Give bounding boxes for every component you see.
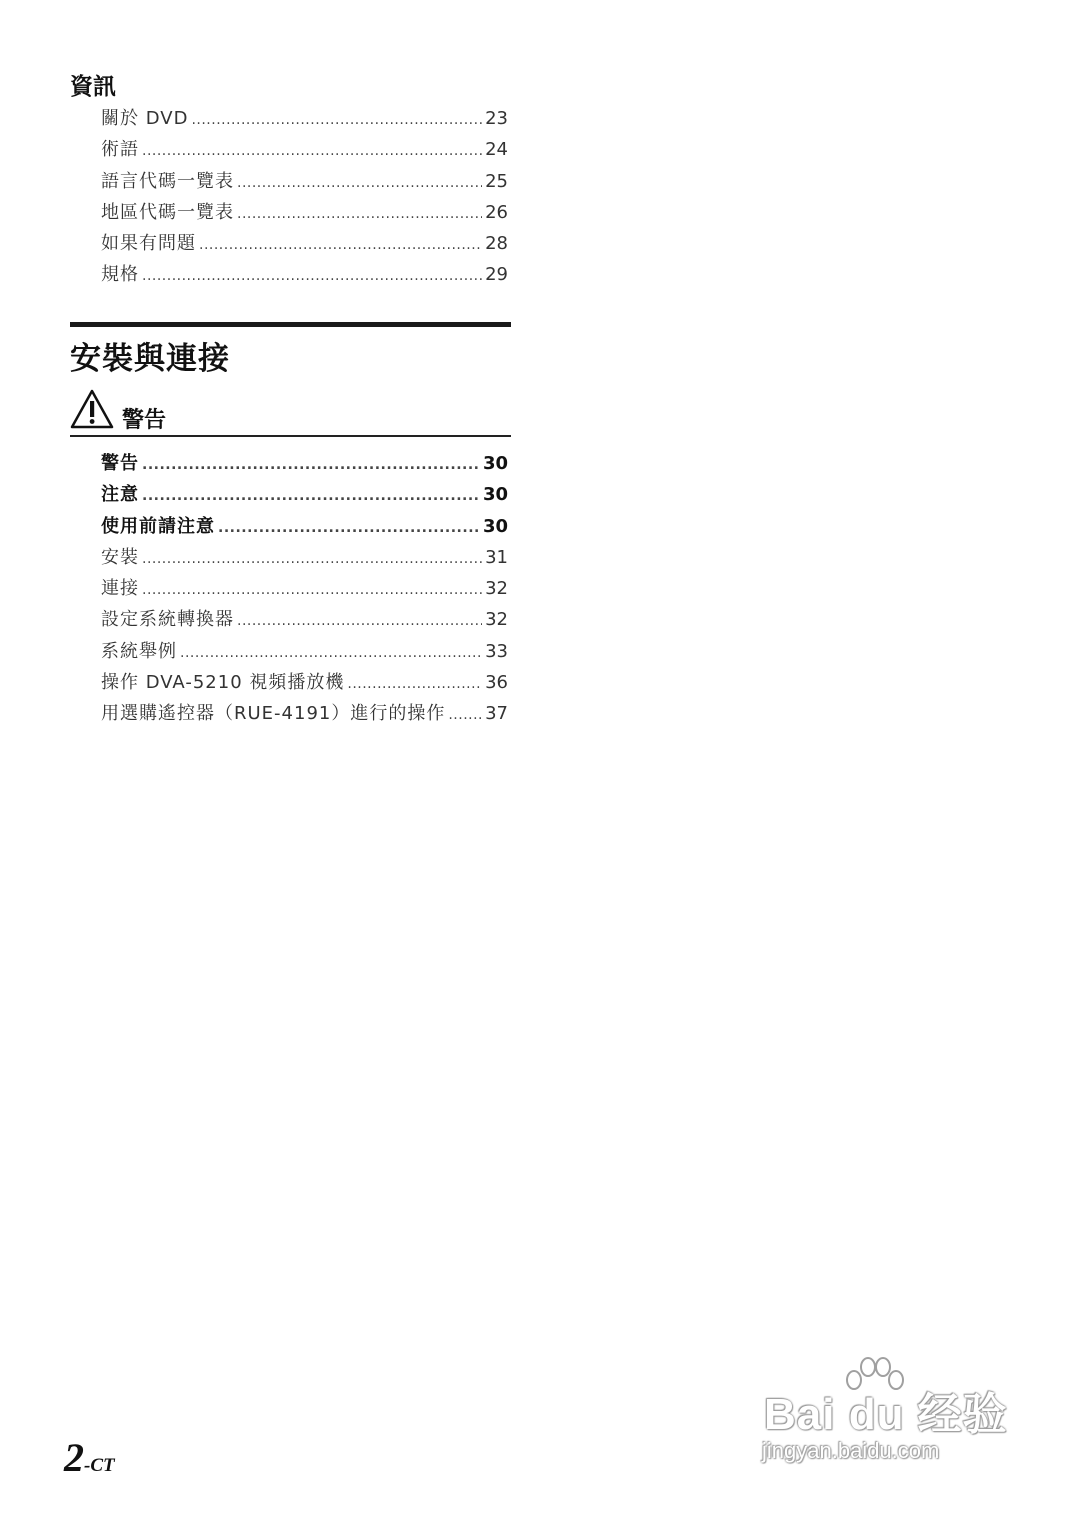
toc-leader-dots (142, 268, 482, 284)
toc-entry[interactable] (101, 480, 508, 511)
info-section-title: 資訊 (70, 74, 116, 100)
toc-entry-page: 30 (482, 453, 508, 474)
toc-leader-dots (218, 520, 480, 536)
toc-entry-page: 23 (485, 108, 508, 129)
toc-entry-label: 設定系統轉換器 (101, 609, 234, 631)
toc-entry[interactable] (101, 167, 508, 198)
toc-entry-label: 安裝 (101, 546, 139, 568)
toc-leader-dots (142, 551, 482, 567)
toc-entry-label: 操作 DVA-5210 視頻播放機 (101, 672, 345, 694)
toc-entry-page: 24 (485, 139, 508, 161)
warning-heading-label: 警告 (122, 408, 167, 433)
toc-entry-page: 33 (485, 640, 508, 662)
toc-leader-dots (142, 457, 480, 473)
info-toc-list (101, 104, 508, 292)
toc-entry[interactable] (101, 260, 508, 291)
toc-entry[interactable] (101, 605, 508, 636)
toc-entry-page: 32 (485, 578, 508, 600)
toc-entry[interactable] (101, 668, 508, 699)
toc-leader-dots (237, 613, 482, 629)
toc-entry-label: 注意 (101, 484, 139, 506)
toc-entry-label: 地區代碼一覽表 (101, 201, 234, 223)
toc-entry[interactable] (101, 543, 508, 574)
toc-entry-page: 30 (482, 484, 508, 506)
toc-entry-label: 術語 (101, 139, 139, 161)
toc-entry-page: 28 (485, 233, 508, 255)
toc-entry-label: 使用前請注意 (101, 515, 215, 537)
toc-entry-label: 語言代碼一覽表 (101, 170, 234, 192)
toc-leader-dots (142, 488, 480, 504)
toc-entry-page: 25 (485, 170, 508, 192)
toc-entry[interactable] (101, 637, 508, 668)
warning-underline-rule (70, 435, 511, 437)
toc-entry-label: 如果有問題 (101, 233, 196, 255)
toc-entry-label: 關於 DVD (101, 108, 189, 129)
toc-leader-dots (448, 707, 482, 723)
toc-entry-page: 32 (485, 609, 508, 631)
toc-leader-dots (347, 676, 482, 692)
toc-entry[interactable] (101, 229, 508, 260)
toc-entry-label: 連接 (101, 578, 139, 600)
toc-entry-label: 警告 (101, 453, 139, 474)
install-section-title: 安裝與連接 (70, 341, 230, 377)
watermark-brand: Bai du 经验 (764, 1390, 1008, 1439)
toc-entry-page: 29 (485, 264, 508, 286)
toc-entry[interactable] (101, 574, 508, 605)
watermark-url: jingyan.baidu.com (762, 1438, 940, 1463)
toc-entry[interactable] (101, 512, 508, 543)
toc-leader-dots (191, 112, 482, 128)
toc-leader-dots (237, 175, 482, 191)
toc-leader-dots (199, 237, 482, 253)
warning-triangle-icon (70, 388, 114, 430)
warning-heading (70, 388, 511, 438)
toc-entry[interactable] (101, 699, 508, 730)
toc-entry-label: 規格 (101, 264, 139, 286)
page-number-digit: 2 (64, 1435, 84, 1480)
page-number (64, 1434, 115, 1481)
toc-entry-page: 31 (485, 546, 508, 568)
toc-entry[interactable] (101, 449, 508, 480)
baidu-jingyan-watermark (758, 1352, 1018, 1482)
toc-leader-dots (142, 143, 482, 159)
toc-leader-dots (237, 206, 482, 222)
toc-entry[interactable] (101, 104, 508, 135)
toc-leader-dots (180, 645, 482, 661)
toc-leader-dots (142, 582, 482, 598)
install-toc-list (101, 449, 508, 731)
toc-entry-label: 用選購遙控器（RUE-4191）進行的操作 (101, 703, 446, 725)
toc-entry-label: 系統舉例 (101, 640, 177, 662)
toc-entry-page: 36 (485, 672, 508, 694)
section-divider-rule (70, 322, 511, 327)
toc-entry[interactable] (101, 135, 508, 166)
toc-entry-page: 37 (485, 703, 508, 725)
toc-entry-page: 26 (485, 201, 508, 223)
toc-entry[interactable] (101, 198, 508, 229)
page-number-suffix: -CT (84, 1455, 115, 1476)
toc-entry-page: 30 (482, 515, 508, 537)
